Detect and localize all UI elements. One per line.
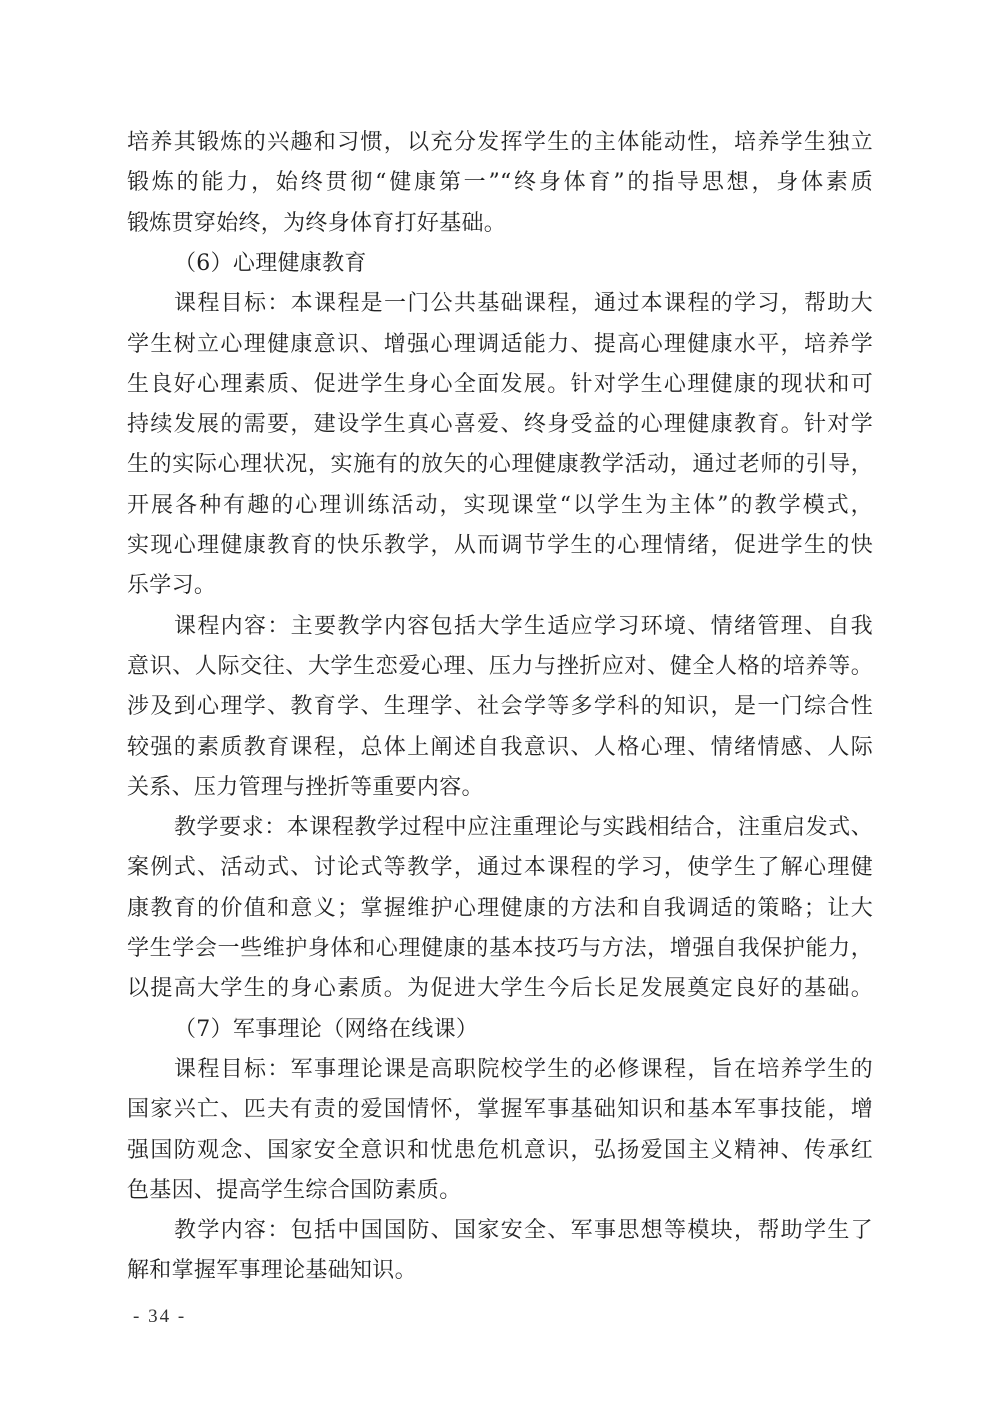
text-line: 锻炼贯穿始终，为终身体育打好基础。 — [127, 210, 507, 236]
text-line: 较强的素质教育课程，总体上阐述自我意识、人格心理、情绪情感、人际 — [127, 734, 873, 760]
text-line: 涉及到心理学、教育学、生理学、社会学等多学科的知识，是一门综合性 — [127, 694, 873, 720]
text-line: 意识、人际交往、大学生恋爱心理、压力与挫折应对、健全人格的培养等。 — [127, 653, 873, 679]
text-line: 锻炼的能力，始终贯彻“健康第一”“终身体育”的指导思想，身体素质 — [127, 170, 873, 196]
text-line: 强国防观念、国家安全意识和忧患危机意识，弘扬爱国主义精神、传承红 — [127, 1137, 873, 1163]
text-line: 生良好心理素质、促进学生身心全面发展。针对学生心理健康的现状和可 — [127, 371, 873, 397]
section-heading: （7）军事理论（网络在线课） — [174, 1016, 479, 1042]
text-line: 学生树立心理健康意识、增强心理调适能力、提高心理健康水平，培养学 — [127, 331, 873, 357]
page-number: - 34 - — [133, 1306, 187, 1327]
text-line: 康教育的价值和意义；掌握维护心理健康的方法和自我调适的策略；让大 — [127, 895, 873, 921]
text-line: 生的实际心理状况，实施有的放矢的心理健康教学活动，通过老师的引导， — [127, 452, 873, 478]
text-line: 关系、压力管理与挫折等重要内容。 — [127, 774, 484, 800]
text-line: 国家兴亡、匹夫有责的爱国情怀，掌握军事基础知识和基本军事技能，增 — [127, 1097, 873, 1123]
text-line: 教学内容：包括中国国防、国家安全、军事思想等模块，帮助学生了 — [174, 1218, 873, 1244]
text-line: 培养其锻炼的兴趣和习惯，以充分发挥学生的主体能动性，培养学生独立 — [127, 130, 873, 155]
text-line: 以提高大学生的身心素质。为促进大学生今后长足发展奠定良好的基础。 — [127, 976, 873, 1002]
text-line: 乐学习。 — [127, 573, 217, 599]
text-line: 解和掌握军事理论基础知识。 — [127, 1258, 417, 1284]
text-line: 课程目标：本课程是一门公共基础课程，通过本课程的学习，帮助大 — [174, 291, 873, 317]
section-heading: （6）心理健康教育 — [174, 250, 367, 276]
text-line: 实现心理健康教育的快乐教学，从而调节学生的心理情绪，促进学生的快 — [127, 533, 873, 558]
text-line: 学生学会一些维护身体和心理健康的基本技巧与方法，增强自我保护能力， — [127, 936, 873, 961]
text-line: 课程目标：军事理论课是高职院校学生的必修课程，旨在培养学生的 — [174, 1056, 873, 1082]
text-line: 开展各种有趣的心理训练活动，实现课堂“以学生为主体”的教学模式， — [127, 492, 873, 518]
text-line: 课程内容：主要教学内容包括大学生适应学习环境、情绪管理、自我 — [174, 613, 873, 639]
text-line: 持续发展的需要，建设学生真心喜爱、终身受益的心理健康教育。针对学 — [127, 412, 873, 438]
text-line: 教学要求：本课程教学过程中应注重理论与实践相结合，注重启发式、 — [174, 815, 873, 841]
text-line: 案例式、活动式、讨论式等教学，通过本课程的学习，使学生了解心理健 — [127, 855, 873, 881]
text-line: 色基因、提高学生综合国防素质。 — [127, 1177, 462, 1203]
